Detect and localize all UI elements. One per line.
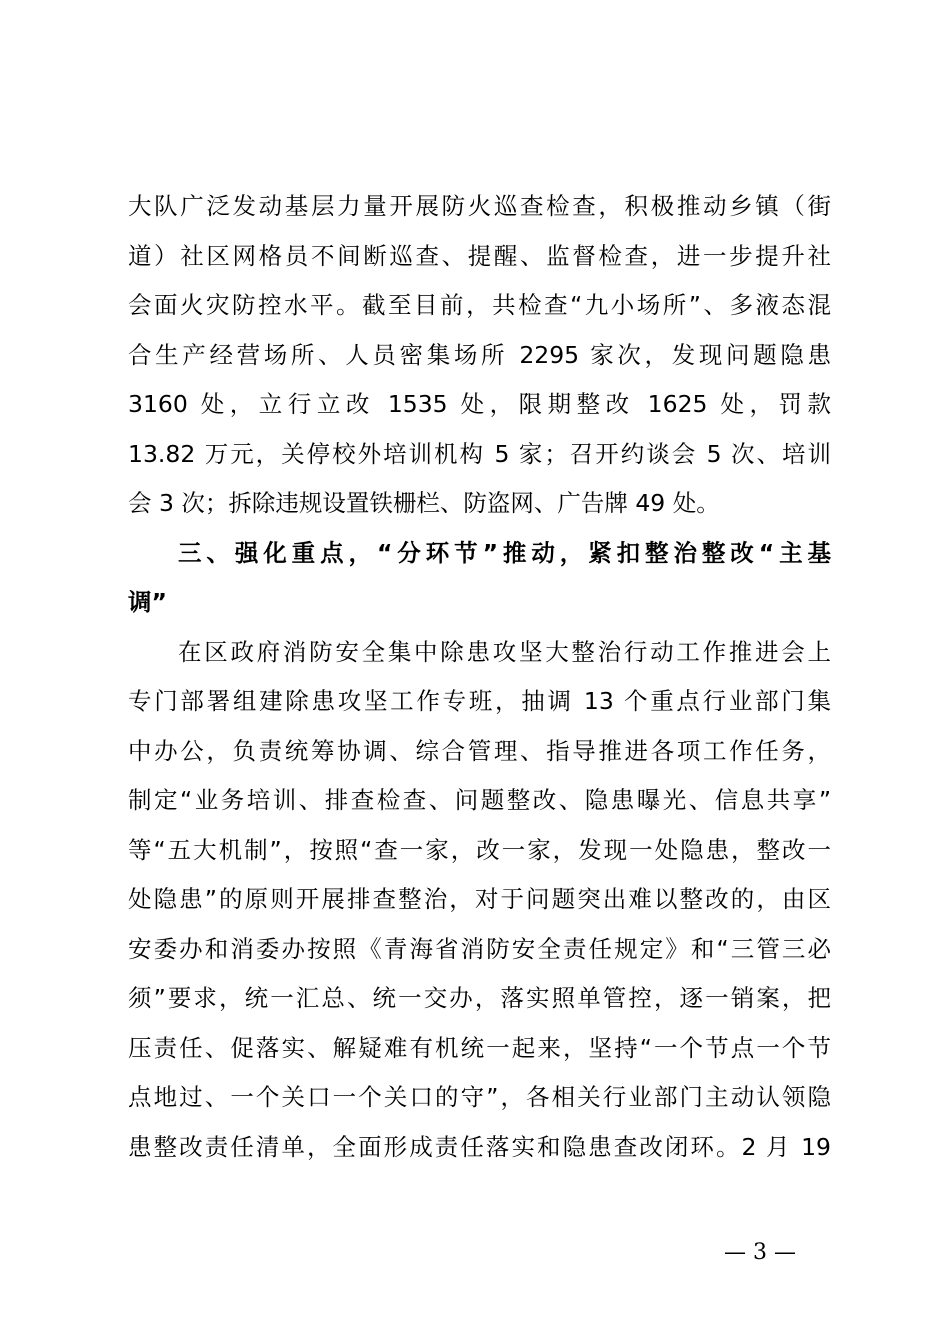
text-line: 3160 处，立行立改 1535 处，限期整改 1625 处，罚款 bbox=[128, 390, 831, 418]
text-line: 安委办和消委办按照《青海省消防安全责任规定》和“三管三必 bbox=[128, 934, 831, 963]
text-line: 患整改责任清单，全面形成责任落实和隐患查改闭环。2 月 19 bbox=[128, 1132, 831, 1161]
text-line: 会 3 次；拆除违规设置铁栅栏、防盗网、广告牌 49 处。 bbox=[128, 489, 720, 517]
text-line: 制定“业务培训、排查检查、问题整改、隐患曝光、信息共享” bbox=[128, 786, 831, 814]
page-number: — 3 — bbox=[724, 1240, 796, 1265]
text-line: 在区政府消防安全集中除患攻坚大整治行动工作推进会上 bbox=[178, 637, 831, 666]
text-line: 会面火灾防控水平。截至目前，共检查“九小场所”、多液态混 bbox=[128, 291, 831, 319]
text-line: 压责任、促落实、解疑难有机统一起来，坚持“一个节点一个节 bbox=[128, 1033, 831, 1062]
text-line: 13.82 万元，关停校外培训机构 5 家；召开约谈会 5 次、培训 bbox=[128, 439, 831, 468]
paragraph-2 bbox=[128, 628, 831, 1173]
text-line: 大队广泛发动基层力量开展防火巡查检查，积极推动乡镇（街 bbox=[128, 192, 831, 220]
text-line: 点地过、一个关口一个关口的守”，各相关行业部门主动认领隐 bbox=[128, 1083, 831, 1111]
text-line: 中办公，负责统筹协调、综合管理、指导推进各项工作任务， bbox=[128, 736, 831, 765]
text-line: 道）社区网格员不间断巡查、提醒、监督检查，进一步提升社 bbox=[128, 241, 831, 270]
text-line: 处隐患”的原则开展排查整治，对于问题突出难以整改的，由区 bbox=[128, 885, 831, 913]
heading-line: 调” bbox=[128, 588, 167, 616]
paragraph-1 bbox=[128, 182, 831, 529]
text-line: 等“五大机制”，按照“查一家，改一家，发现一处隐患，整改一 bbox=[128, 835, 831, 864]
document-body bbox=[128, 182, 831, 1172]
text-line: 须”要求，统一汇总、统一交办，落实照单管控，逐一销案，把 bbox=[128, 984, 831, 1012]
section-heading bbox=[128, 529, 831, 628]
heading-line: 三、强化重点，“分环节”推动，紧扣整治整改“主基 bbox=[178, 538, 831, 567]
text-line: 合生产经营场所、人员密集场所 2295 家次，发现问题隐患 bbox=[128, 340, 831, 369]
text-line: 专门部署组建除患攻坚工作专班，抽调 13 个重点行业部门集 bbox=[128, 687, 831, 715]
